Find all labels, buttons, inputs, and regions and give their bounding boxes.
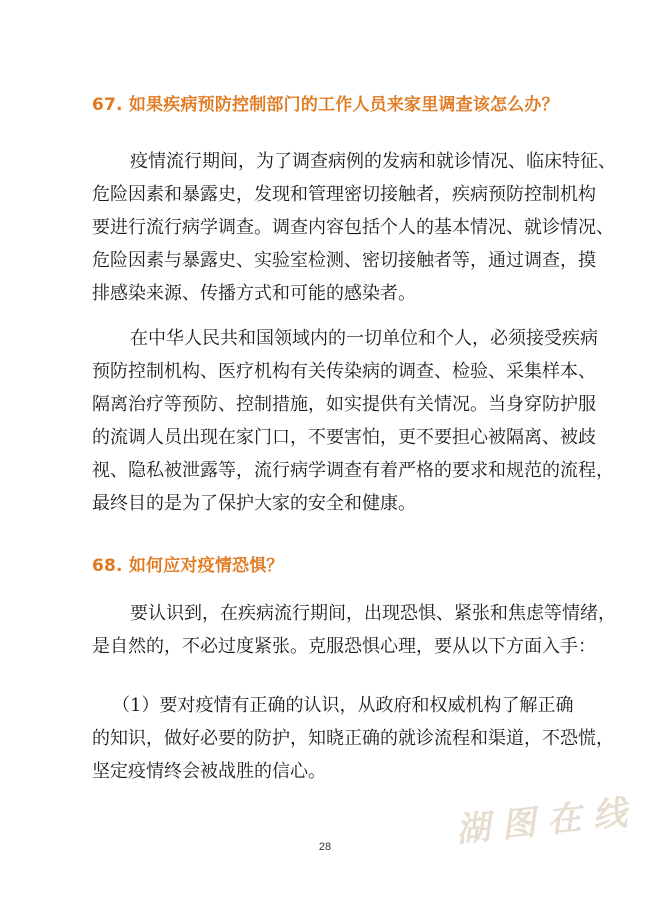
paragraph-line: 的知识，做好必要的防护，知晓正确的就诊流程和渠道，不恐慌， [92, 728, 614, 749]
paragraph-line: 危险因素与暴露史、实验室检测、密切接触者等，通过调查，摸 [92, 250, 596, 271]
paragraph-line: （1）要对疫情有正确的认识，从政府和权威机构了解正确 [112, 695, 574, 716]
paragraph-line: 的流调人员出现在家门口，不要害怕，更不要担心被隔离、被歧 [92, 427, 596, 448]
paragraph-line: 在中华人民共和国领域内的一切单位和个人，必须接受疾病 [130, 328, 598, 349]
paragraph-line: 坚定疫情终会被战胜的信心。 [92, 761, 326, 782]
watermark-logo [452, 786, 629, 851]
paragraph-line: 排感染来源、传播方式和可能的感染者。 [92, 283, 416, 304]
page-number: 28 [318, 841, 332, 853]
section-68-heading: 68. 如何应对疫情恐惧？ [92, 556, 284, 576]
paragraph-line: 视、隐私被泄露等，流行病学调查有着严格的要求和规范的流程， [92, 460, 614, 481]
paragraph-line: 要进行流行病学调查。调查内容包括个人的基本情况、就诊情况、 [92, 217, 614, 238]
paragraph-line: 疫情流行期间，为了调查病例的发病和就诊情况、临床特征、 [130, 151, 616, 172]
section-68-paragraph-2 [92, 689, 614, 788]
section-68-paragraph-1 [92, 597, 616, 663]
section-67-paragraph-2 [92, 322, 614, 520]
paragraph-line: 隔离治疗等预防、控制措施，如实提供有关情况。当身穿防护服 [92, 394, 596, 415]
paragraph-line: 危险因素和暴露史，发现和管理密切接触者，疾病预防控制机构 [92, 184, 596, 205]
paragraph-line: 最终目的是为了保护大家的安全和健康。 [92, 493, 416, 514]
paragraph-line: 预防控制机构、医疗机构有关传染病的调查、检验、采集样本、 [92, 361, 596, 382]
section-67-paragraph-1 [92, 145, 616, 310]
paragraph-line: 要认识到，在疾病流行期间，出现恐惧、紧张和焦虑等情绪， [130, 603, 616, 624]
paragraph-line: 是自然的，不必过度紧张。克服恐惧心理，要从以下方面入手： [92, 636, 596, 657]
section-67-heading: 67. 如果疾病预防控制部门的工作人员来家里调查该怎么办？ [92, 95, 559, 115]
watermark-text: 湖 图 在 线 [454, 793, 629, 851]
